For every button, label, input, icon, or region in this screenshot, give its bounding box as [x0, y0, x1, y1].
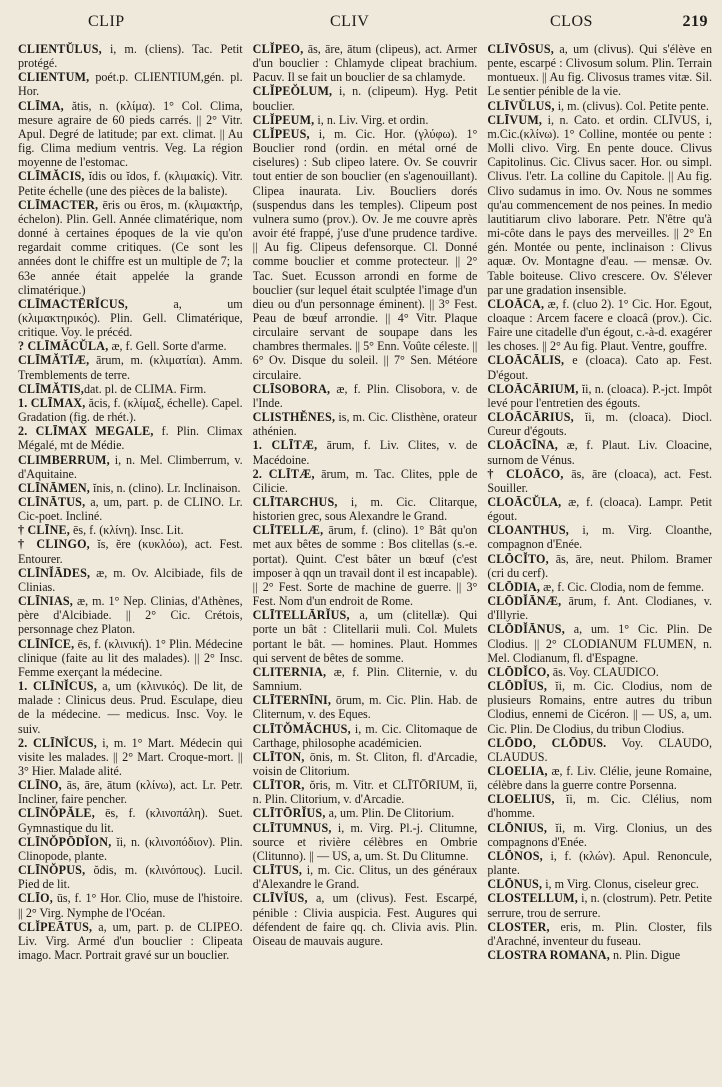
dictionary-entry — [487, 438, 712, 466]
entry-definition: Voy. CLAUDO, CLAUDUS. — [487, 735, 712, 764]
dictionary-entry — [18, 169, 243, 197]
dictionary-entry — [253, 891, 478, 948]
dictionary-entry — [18, 495, 243, 523]
entry-definition: f. Plin. Climax Mégalé, mt de Médie. — [18, 424, 243, 453]
entry-headword: CLOELIUS, — [487, 792, 555, 807]
entry-definition: i, m. Cic. Clitus, un des généraux d'Alexandre le Grand. — [252, 863, 478, 892]
entry-headword: CLĬPEŎLUM, — [252, 84, 333, 99]
dictionary-entry — [253, 750, 478, 778]
entry-headword: CLĪMACTĒRĬCUS, — [18, 296, 128, 311]
dictionary-entry — [253, 608, 478, 665]
entry-headword: ? CLĪMĂCŬLA, — [18, 339, 109, 354]
entry-headword: CLŌNUS, — [487, 877, 543, 892]
entry-headword: CLISTHĔNES, — [252, 410, 336, 425]
text-columns — [18, 42, 712, 1082]
entry-definition: i, m. (cliens). Tac. Petit protégé. — [18, 42, 243, 71]
entry-definition: ās, āre, ātum (clipeus), act. Armer d'un bouclier : Chlamyde clipeat brachium. Pacuv. Il se fait un bouclier de sa chlamyde. — [252, 42, 478, 85]
dictionary-entry — [18, 778, 243, 806]
entry-headword: CLOSTELLUM, — [487, 891, 578, 906]
entry-definition: i, m. Virg. Cloanthe, compagnon d'Enée. — [487, 523, 712, 552]
dictionary-entry — [487, 410, 712, 438]
entry-definition: ārum, m. (κλιματίαι). Amm. Tremblements de terre. — [18, 353, 243, 382]
entry-definition: a, um, part. p. de CLIPEO. Liv. Virg. Armé d'un bouclier : Clipeata imago. Macr. Portrait gravé sur un bouclier. — [18, 919, 243, 962]
entry-definition: æ, f. Gell. Sorte d'arme. — [108, 339, 227, 354]
entry-headword: CLĪNĪCE, — [18, 636, 75, 651]
entry-definition: poét.p. CLIENTIUM,gén. pl. Hor. — [18, 70, 243, 99]
dictionary-entry — [253, 113, 478, 127]
entry-headword: CLIENTUM, — [18, 70, 90, 85]
entry-headword: 1. CLĪMAX, — [18, 395, 86, 410]
entry-headword: CLĪNŎPĂLE, — [18, 806, 95, 821]
entry-headword: CLOĀCĀRIUM, — [487, 381, 579, 396]
entry-headword: CLŌDĬUS, — [487, 679, 548, 694]
entry-headword: CLŌDĬĀNUS, — [487, 622, 565, 637]
entry-headword: CLĪTELLĀRĬUS, — [252, 608, 350, 623]
entry-headword: CLĪNŎPŌDĬON, — [18, 834, 112, 849]
dictionary-entry — [18, 537, 243, 565]
dictionary-entry — [487, 580, 712, 594]
entry-headword: CLĪSOBORA, — [252, 381, 331, 396]
entry-headword: CLOSTER, — [487, 919, 550, 934]
dictionary-entry — [18, 523, 243, 537]
entry-headword: CLĪMĂCIS, — [18, 169, 85, 184]
entry-definition: a, um. 1° Cic. Plin. De Clodius. || 2° CLODIANUM FLUMEN, n. Mel. Clodianum, fl. d'Espagne. — [487, 622, 712, 665]
entry-definition: ēs, f. (κλίνη). Insc. Lit. — [70, 523, 184, 538]
entry-headword: † CLOĀCO, — [487, 466, 564, 481]
dictionary-entry — [18, 99, 243, 170]
dictionary-entry — [18, 42, 243, 70]
entry-definition: i, n. Liv. Virg. et ordin. — [314, 112, 429, 127]
entry-definition: ĭi, n. (κλινοπόδιον). Plin. Clinopode, plante. — [18, 834, 243, 863]
dictionary-entry — [487, 821, 712, 849]
column-right — [487, 42, 712, 1082]
dictionary-entry — [253, 438, 478, 466]
entry-headword: CLĪNIAS, — [18, 594, 74, 609]
dictionary-entry — [487, 495, 712, 523]
entry-definition: i, n. Cato. et ordin. CLĪVUS, i, m.Cic.(κλίνω). 1° Colline, montée ou pente : Molli clivo. Virg. En pente douce. Clivus Capitolinus. Cic. Clivus sacer. Hor. ou simpl. Clivus. l'etr. La colline du Capitole. || Au fig. Clivo sudamus in imo. Ov. Nous ne sommes qu'au commencement de nos peines. In medio lautitiarum clivo laborare. Petr. N'être qu'à mi-côte dans le pays des merveilles. || 2° En gén. Montée ou pente, inclinaison : Clivus aquæ. Ov. Montagne d'eau. — mensæ. Ov. Table boiteuse. Clivo crescere. Ov. S'élever par une gradation insensible. — [487, 112, 712, 297]
entry-definition: a, um (clivus). Fest. Escarpé, pénible : Clivia auspicia. Fest. Augures qui défendent de faire qq. ch. Clivia avis. Plin. Oiseau de mauvais augure. — [252, 891, 478, 948]
entry-definition: æ, f. Cic. Clodia, nom de femme. — [540, 579, 705, 594]
entry-headword: CLITERNIA, — [252, 664, 327, 679]
entry-headword: CLIENTŬLUS, — [18, 42, 102, 56]
entry-definition: a, um (κλιμακτηρικός). Plin. Gell. Climatérique, critique. Voy. le précéd. — [18, 296, 243, 340]
dictionary-entry — [253, 410, 478, 438]
header-center-guide-word: CLIV — [330, 13, 370, 30]
entry-headword: CLĪNŎPUS, — [18, 863, 86, 878]
entry-headword: CLĪNĀMEN, — [18, 480, 91, 495]
entry-headword: CLĪTOR, — [252, 778, 305, 793]
dictionary-entry — [18, 637, 243, 679]
dictionary-entry — [18, 198, 243, 297]
entry-definition: n. Plin. Digue — [609, 948, 681, 962]
dictionary-entry — [18, 806, 243, 834]
entry-headword: CLĪNO, — [18, 778, 62, 793]
dictionary-entry — [487, 679, 712, 736]
dictionary-entry — [18, 891, 243, 919]
entry-definition: e (cloaca). Cato ap. Fest. D'égout. — [487, 353, 712, 382]
entry-definition: ēris ou ēros, m. (κλιμακτήρ, échelon). Plin. Gell. Année climatérique, nom donné à certaines époques de la vie qu'on regardait comme critiques. (Ce sont les années dont le chiffre est un multiple de 7; la 63e année était appelée la grande climatérique.) — [18, 197, 243, 297]
entry-headword: CLOĀCĪNA, — [487, 438, 559, 453]
entry-definition: dat. pl. de CLIMA. Firm. — [83, 381, 207, 396]
entry-definition: æ, f. Plin. Clisobora, v. de l'Inde. — [252, 381, 478, 410]
entry-headword: CLĪTON, — [252, 749, 305, 764]
entry-definition: ŏdis, m. (κλινόπους). Lucil. Pied de lit. — [18, 863, 243, 892]
dictionary-entry — [18, 594, 243, 636]
entry-definition: ōrum, m. Cic. Plin. Hab. de Cliternum, v. des Eques. — [252, 693, 478, 722]
entry-definition: ĭi, m. Virg. Clonius, un des compagnons d'Enée. — [487, 820, 712, 849]
entry-definition: æ, f. Plin. Cliternie, v. du Samnium. — [252, 664, 478, 694]
entry-headword: CLŌCĬTO, — [487, 551, 549, 566]
dictionary-entry — [487, 99, 712, 113]
entry-headword: CLOSTRA ROMANA, — [487, 948, 610, 962]
entry-headword: CLIMBERRUM, — [18, 452, 110, 467]
dictionary-entry — [253, 778, 478, 806]
entry-definition: ēs, f. (κλινική). 1° Plin. Médecine clinique (faite au lit des malades). || 2° Insc. Femme exerçant la médecine. — [18, 636, 243, 679]
entry-headword: 2. CLĪNĬCUS, — [18, 735, 97, 750]
entry-definition: æ, f. Liv. Clélie, jeune Romaine, célèbre dans la guerre contre Porsenna. — [487, 763, 712, 793]
dictionary-entry — [487, 353, 712, 381]
entry-definition: ōnis, m. St. Cliton, fl. d'Arcadie, voisin de Clitorium. — [252, 749, 478, 778]
entry-headword: † CLINGO, — [18, 537, 90, 552]
entry-definition: i, m. Cic. Hor. (γλύφω). 1° Bouclier rond (ordin. en métal orné de ciselures) : Sub clipeo latere. Ov. Se couvrir tout entier de son bouclier (en s'agenouillant). Clipea inaurata. Liv. Boucliers dorés (suspendus dans les temples). Clipeum post vulnera sumo (prov.). Ov. Je me couvre après avoir été frappé, j'use d'une prudence tardive. || Au fig. Clipeus defensorque. Cl. Donné comme bouclier et comme protecteur. || 2° Tac. Suet. Ecusson arrondi en forme de bouclier (sur lequel était sculptée l'image d'un dieu ou d'un personnage éminent). || 3° Fest. Peau de bœuf arrondie. || 4° Vitr. Plaque circulaire servant de soupape dans les chambres thermales. || 5° Enn. Voûte céleste. || 6° Ov. Disque du soleil. || 7° Sen. Météore circulaire. — [252, 126, 478, 382]
entry-definition: a, um, part. p. de CLINO. Lr. Cic-poet. Incliné. — [18, 495, 243, 524]
dictionary-entry — [253, 665, 478, 693]
dictionary-entry — [487, 920, 712, 948]
dictionary-entry — [18, 339, 243, 353]
entry-definition: ĭi, n. (cloaca). P.-jct. Impôt levé pour l'entretien des égouts. — [487, 381, 712, 410]
dictionary-entry — [487, 764, 712, 792]
dictionary-entry — [487, 42, 712, 99]
dictionary-entry — [253, 863, 478, 891]
entry-headword: CLĪO, — [18, 891, 53, 906]
dictionary-entry — [18, 835, 243, 863]
entry-headword: CLŌDO, CLŌDUS. — [487, 735, 607, 750]
entry-definition: a, um. Plin. De Clitorium. — [325, 806, 455, 821]
entry-definition: ĭnis, n. (clino). Lr. Inclinaison. — [90, 480, 241, 495]
entry-headword: CLĪMACTER, — [18, 197, 99, 212]
entry-definition: ās, āre (cloaca), act. Fest. Souiller. — [487, 466, 712, 495]
entry-headword: † CLĪNE, — [18, 523, 71, 538]
entry-headword: CLĪVUM, — [487, 112, 543, 127]
entry-definition: i, f. (κλών). Apul. Renoncule, plante. — [487, 848, 712, 878]
entry-headword: CLĪNĬĀDES, — [18, 565, 91, 580]
header-left-guide-word: CLIP — [88, 13, 125, 30]
dictionary-entry — [18, 863, 243, 891]
dictionary-entry — [487, 523, 712, 551]
entry-headword: CLĪTELLÆ, — [252, 523, 324, 538]
entry-definition: ās. Voy. CLAUDICO. — [549, 664, 659, 679]
entry-definition: a, um (clivus). Qui s'élève en pente, escarpé : Clivosum solum. Plin. Terrain montueux. || Au fig. Clivosus trames vitæ. Sil. Le sentier pénible de la vie. — [487, 42, 712, 99]
dictionary-entry — [253, 821, 478, 863]
entry-definition: ĭi, m. Cic. Clodius, nom de plusieurs Romains, entre autres du tribun Clodius, ennemi de Cicéron. || — US, a, um. Cic. Plin. De Clodius, du tribun Clodius. — [487, 679, 712, 736]
entry-headword: CLĪVŌSUS, — [487, 42, 554, 56]
entry-headword: CLĪTERNĪNI, — [252, 693, 332, 708]
entry-definition: eris, m. Plin. Closter, fils d'Arachné, inventeur du fuseau. — [487, 919, 712, 948]
dictionary-entry — [487, 382, 712, 410]
entry-definition: æ, m. Ov. Alcibiade, fils de Clinias. — [18, 565, 243, 594]
entry-headword: CLŌDĬĀNÆ, — [487, 594, 562, 609]
entry-definition: i, n. (clipeum). Hyg. Petit bouclier. — [252, 84, 478, 113]
dictionary-entry — [487, 467, 712, 495]
entry-headword: CLĪNĀTUS, — [18, 495, 86, 509]
entry-definition: a, um (clitellæ). Qui porte un bât : Clitellarii muli. Col. Mulets portant le bât. — homines. Plaut. Hommes qui servent de bêtes de somme. — [252, 608, 478, 665]
dictionary-entry — [487, 113, 712, 297]
dictionary-entry — [253, 84, 478, 112]
entry-headword: CLĬPEUM, — [252, 112, 315, 127]
entry-headword: CLĪTUMNUS, — [252, 820, 332, 835]
entry-definition: i, m. 1° Mart. Médecin qui visite les malades. || 2° Mart. Croque-mort. || 3° Hier. Malade alité. — [18, 735, 243, 778]
entry-headword: CLĪMA, — [18, 98, 64, 113]
entry-headword: CLĪTARCHUS, — [252, 495, 338, 509]
dictionary-entry — [18, 382, 243, 396]
entry-headword: CLOELIA, — [487, 763, 548, 778]
dictionary-entry — [487, 948, 712, 962]
entry-definition: i, m. Virg. Pl.-j. Clitumne, source et rivière célèbres en Ombrie (Clitunno). || — US, a, um. St. Du Clitumne. — [252, 820, 478, 863]
entry-definition: ārum, m. Tac. Clites, pple de Cilicie. — [252, 466, 478, 495]
dictionary-entry — [18, 566, 243, 594]
dictionary-entry — [18, 736, 243, 778]
header-right-guide-word: CLOS — [550, 13, 593, 30]
entry-headword: CLOĀCĀRIUS, — [487, 410, 574, 425]
dictionary-entry — [253, 722, 478, 750]
column-middle — [253, 42, 478, 1082]
dictionary-entry — [487, 792, 712, 820]
entry-definition: ārum, f. Ant. Clodianes, v. d'Illyrie. — [487, 594, 712, 623]
dictionary-entry — [253, 382, 478, 410]
running-head — [18, 0, 712, 42]
dictionary-entry — [18, 920, 243, 962]
dictionary-entry — [18, 353, 243, 381]
dictionary-entry — [253, 495, 478, 523]
entry-definition: ŏris, m. Vitr. et CLĪTŌRIUM, ĭi, n. Plin. Clitorium, v. d'Arcadie. — [252, 778, 478, 807]
entry-headword: CLĪMĂTĪÆ, — [18, 353, 90, 368]
entry-headword: CLĪVŬLUS, — [487, 98, 555, 113]
entry-headword: CLĪTŌRĬUS, — [252, 806, 326, 821]
entry-headword: 2. CLĪTÆ, — [252, 466, 315, 481]
dictionary-entry — [253, 806, 478, 820]
entry-headword: CLĪTUS, — [252, 863, 303, 878]
entry-definition: æ, m. 1° Nep. Clinias, d'Athènes, père d'Alcibiade. || 2° Cic. Crétois, personnage chez Platon. — [18, 594, 243, 637]
entry-definition: i, m. (clivus). Col. Petite pente. — [554, 98, 709, 113]
entry-headword: CLŌDIA, — [487, 579, 541, 594]
entry-definition: ĭs, ĕre (κυκλόω), act. Fest. Entourer. — [18, 537, 243, 566]
entry-definition: æ, f. (cluo 2). 1° Cic. Hor. Egout, cloaque : Arcem facere e cloacâ (prov.). Cic. Faire une citadelle d'un égout, c.-à-d. exagérer les choses. || 2° Au fig. Plaut. Ventre, gouffre. — [487, 296, 712, 354]
dictionary-entry — [253, 42, 478, 84]
dictionary-entry — [253, 693, 478, 721]
dictionary-entry — [18, 424, 243, 452]
entry-definition: ārum, f. Liv. Clites, v. de Macédoine. — [252, 438, 478, 467]
entry-definition: is, m. Cic. Clisthène, orateur athénien. — [252, 410, 478, 439]
dictionary-entry — [18, 453, 243, 481]
entry-definition: ēs, f. (κλινοπάλη). Suet. Gymnastique du lit. — [18, 806, 243, 835]
entry-definition: i, m. Cic. Clitomaque de Carthage, philosophe académicien. — [252, 721, 478, 750]
entry-headword: 1. CLĪNĬCUS, — [18, 679, 97, 694]
entry-definition: ās, āre, ātum (κλίνω), act. Lr. Petr. Incliner, faire pencher. — [18, 778, 243, 807]
entry-headword: CLŌDĬCO, — [487, 664, 550, 679]
page-number: 219 — [682, 13, 708, 30]
dictionary-entry — [253, 467, 478, 495]
entry-headword: CLŌNIUS, — [487, 820, 548, 835]
entry-definition: i, m Virg. Clonus, ciseleur grec. — [542, 877, 699, 892]
entry-headword: CLOĀCA, — [487, 296, 545, 311]
entry-headword: CLĬPEO, — [252, 42, 304, 56]
entry-definition: i, n. (clostrum). Petr. Petite serrure, trou de serrure. — [487, 891, 712, 920]
entry-headword: CLŌNOS, — [487, 848, 543, 863]
dictionary-entry — [487, 736, 712, 764]
entry-definition: ūs, f. 1° Hor. Clio, muse de l'histoire. || 2° Virg. Nymphe de l'Océan. — [18, 891, 243, 920]
dictionary-entry — [487, 594, 712, 622]
entry-headword: CLĬPEĀTUS, — [18, 919, 93, 934]
entry-definition: ăcis, f. (κλίμαξ, échelle). Capel. Gradation (fig. de rhét.). — [18, 395, 243, 425]
entry-definition: ĭi, m. Cic. Clélius, nom d'homme. — [487, 792, 712, 821]
entry-headword: CLĪTŎMĂCHUS, — [252, 721, 351, 736]
entry-definition: a, um (κλινικός). De lit, de malade : Clinicus deus. Prud. Esculape, dieu de la médecine. — medicus. Insc. Voy. le suiv. — [18, 679, 243, 736]
dictionary-entry — [18, 679, 243, 736]
entry-definition: ārum, f. (clino). 1° Bât qu'on met aux bêtes de somme : Bos clitellas (s.-e. portat). Quint. C'est bâter un bœuf (c'est imposer à qqn un travail dont il est incapable). || 2° Fest. Sorte de machine de guerre. || 3° Fest. Nom d'un endroit de Rome. — [252, 523, 478, 609]
column-left — [18, 42, 243, 1082]
dictionary-entry — [18, 396, 243, 424]
dictionary-entry — [487, 877, 712, 891]
entry-definition: æ, f. Plaut. Liv. Cloacine, surnom de Vénus. — [487, 438, 712, 467]
dictionary-entry — [253, 523, 478, 608]
entry-headword: CLOĀCĀLIS, — [487, 353, 565, 368]
entry-definition: æ, f. (cloaca). Lampr. Petit égout. — [487, 495, 712, 524]
entry-definition: i, n. Mel. Climberrum, v. d'Aquitaine. — [18, 452, 243, 481]
dictionary-entry — [18, 481, 243, 495]
dictionary-entry — [487, 552, 712, 580]
dictionary-entry — [487, 297, 712, 354]
entry-definition: ĭdis ou ĭdos, f. (κλιμακίς). Vitr. Petite échelle (une des pièces de la baliste). — [18, 169, 243, 198]
dictionary-entry — [253, 127, 478, 382]
entry-headword: CLOANTHUS, — [487, 523, 569, 538]
entry-definition: ătis, n. (κλίμα). 1° Col. Clima, mesure agraire de 60 pieds carrés. || 2° Vitr. Apul. Degré de latitude; par ext. climat. || Au fig. Clima medium ventris. Veg. La région moyenne de l'estomac. — [18, 98, 243, 170]
entry-headword: 2. CLĪMAX MEGALE, — [18, 424, 154, 439]
dictionary-entry — [18, 70, 243, 98]
dictionary-entry — [487, 622, 712, 664]
entry-headword: CLĬPEUS, — [252, 126, 310, 141]
entry-definition: ĭi, m. (cloaca). Diocl. Cureur d'égouts. — [487, 410, 712, 439]
entry-definition: i, m. Cic. Clitarque, historien grec, sous Alexandre le Grand. — [252, 495, 478, 524]
dictionary-entry — [487, 849, 712, 877]
dictionary-entry — [18, 297, 243, 339]
entry-headword: CLĪVĬUS, — [252, 891, 308, 906]
entry-headword: CLOĀCŬLA, — [487, 495, 562, 509]
entry-definition: ās, āre, neut. Philom. Bramer (cri du cerf). — [487, 551, 712, 580]
entry-headword: CLĪMĂTIS, — [18, 381, 84, 396]
dictionary-entry — [487, 665, 712, 679]
entry-headword: 1. CLĪTÆ, — [252, 438, 318, 453]
dictionary-entry — [487, 891, 712, 919]
